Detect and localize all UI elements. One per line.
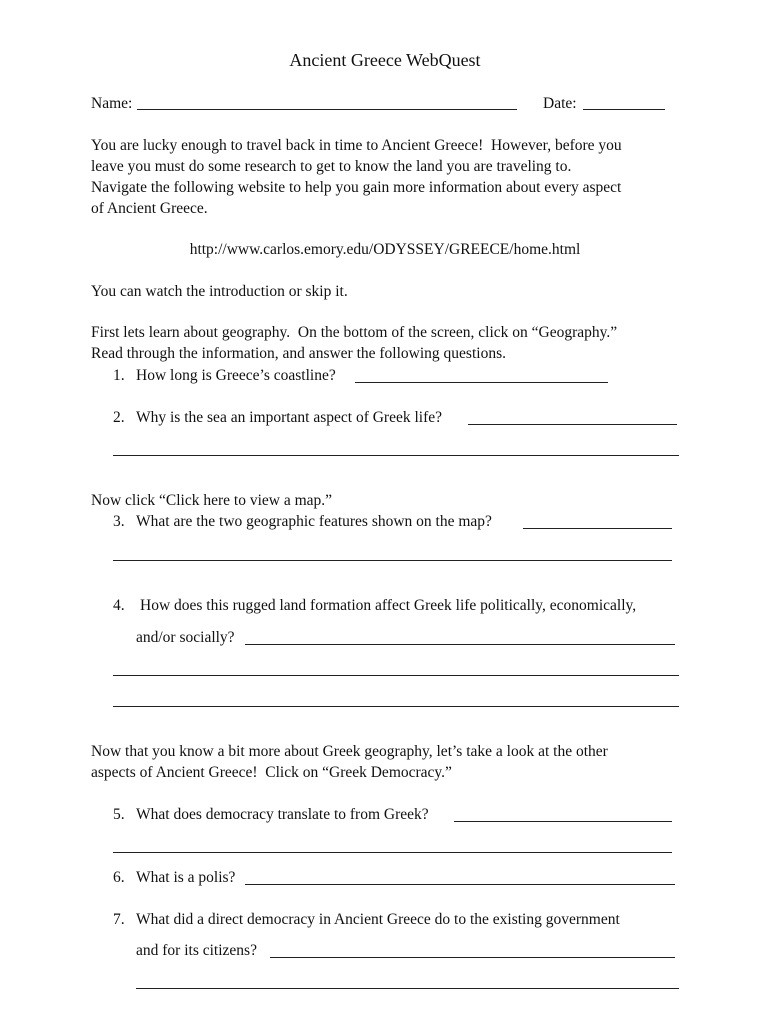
question-5-answer-line[interactable] bbox=[454, 821, 672, 822]
question-5-answer-line-2[interactable] bbox=[113, 852, 672, 853]
question-4-text-2: and/or socially? bbox=[136, 629, 235, 646]
question-3-number: 3. bbox=[113, 513, 125, 530]
question-2-answer-line[interactable] bbox=[468, 424, 677, 425]
question-4-text: How does this rugged land formation affect Greek life politically, economically, bbox=[140, 597, 637, 614]
intro-line-2: leave you must do some research to get to know the land you are traveling to. bbox=[91, 158, 572, 175]
question-4-answer-line[interactable] bbox=[245, 644, 675, 645]
question-5-text: What does democracy translate to from Greek? bbox=[136, 806, 429, 823]
question-1-text: How long is Greece’s coastline? bbox=[136, 367, 336, 384]
watch-instruction: You can watch the introduction or skip it. bbox=[91, 283, 348, 300]
map-instruction: Now click “Click here to view a map.” bbox=[91, 492, 333, 509]
question-4-answer-line-2[interactable] bbox=[113, 675, 679, 676]
democracy-line-2: aspects of Ancient Greece! Click on “Greek Democracy.” bbox=[91, 764, 452, 781]
democracy-line-1: Now that you know a bit more about Greek geography, let’s take a look at the other bbox=[91, 743, 608, 760]
question-2-text: Why is the sea an important aspect of Greek life? bbox=[136, 409, 443, 426]
page-title: Ancient Greece WebQuest bbox=[289, 50, 481, 70]
question-7-text: What did a direct democracy in Ancient Greece do to the existing government bbox=[136, 911, 620, 928]
question-4-number: 4. bbox=[113, 597, 125, 614]
question-7-text-2: and for its citizens? bbox=[136, 942, 257, 959]
question-7-answer-line[interactable] bbox=[270, 957, 675, 958]
date-label: Date: bbox=[543, 95, 577, 112]
question-1-number: 1. bbox=[113, 367, 125, 384]
intro-line-4: of Ancient Greece. bbox=[91, 200, 208, 217]
question-4-answer-line-3[interactable] bbox=[113, 706, 679, 707]
question-6-text: What is a polis? bbox=[136, 869, 236, 886]
name-field[interactable] bbox=[137, 109, 517, 110]
question-5-number: 5. bbox=[113, 806, 125, 823]
question-6-answer-line[interactable] bbox=[245, 884, 675, 885]
intro-line-3: Navigate the following website to help you gain more information about every aspect bbox=[91, 179, 622, 196]
geography-line-2: Read through the information, and answer the following questions. bbox=[91, 345, 506, 362]
question-2-answer-line-2[interactable] bbox=[113, 455, 679, 456]
question-6-number: 6. bbox=[113, 869, 125, 886]
question-3-answer-line[interactable] bbox=[523, 528, 672, 529]
question-2-number: 2. bbox=[113, 409, 125, 426]
question-7-answer-line-2[interactable] bbox=[136, 988, 679, 989]
website-url: http://www.carlos.emory.edu/ODYSSEY/GREECE/home.html bbox=[189, 241, 581, 258]
question-3-text: What are the two geographic features shown on the map? bbox=[136, 513, 492, 530]
name-label: Name: bbox=[91, 95, 133, 112]
question-1-answer-line[interactable] bbox=[355, 382, 608, 383]
question-7-number: 7. bbox=[113, 911, 125, 928]
question-3-answer-line-2[interactable] bbox=[113, 560, 672, 561]
intro-line-1: You are lucky enough to travel back in time to Ancient Greece! However, before you bbox=[91, 137, 622, 154]
date-field[interactable] bbox=[583, 109, 665, 110]
geography-line-1: First lets learn about geography. On the bottom of the screen, click on “Geography.” bbox=[91, 324, 618, 341]
